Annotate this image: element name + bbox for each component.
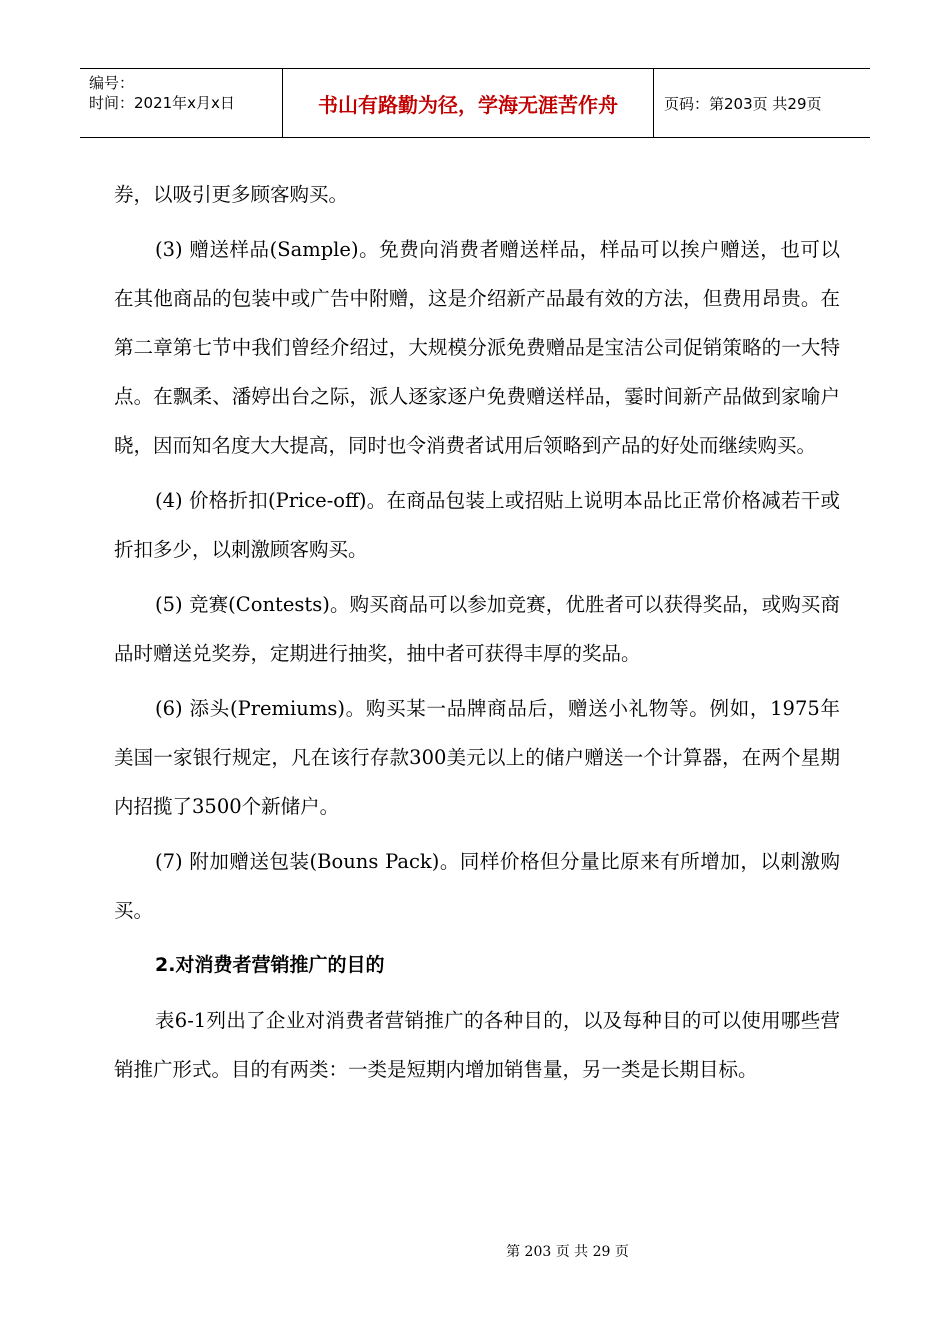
document-body	[114, 170, 840, 1094]
document-number-label: 编号：	[89, 74, 135, 92]
paragraph-contests: (5) 竞赛(Contests)。购买商品可以参加竞赛，优胜者可以获得奖品，或购买商品时赠送兑奖券，定期进行抽奖，抽中者可获得丰厚的奖品。	[114, 593, 840, 665]
document-date: 时间：2021年x月x日	[89, 94, 235, 112]
header-page-info: 页码：第203页 共29页	[664, 94, 822, 113]
document-header	[80, 68, 870, 138]
paragraph-table-intro: 表6-1列出了企业对消费者营销推广的各种目的，以及每种目的可以使用哪些营销推广形式。目的有两类：一类是短期内增加销售量，另一类是长期目标。	[114, 1009, 840, 1081]
page-footer: 第 203 页 共 29 页	[506, 1244, 629, 1260]
paragraph-price-off: (4) 价格折扣(Price-off)。在商品包装上或招贴上说明本品比正常价格减若干或折扣多少，以刺激顾客购买。	[114, 489, 840, 561]
paragraph-sample: (3) 赠送样品(Sample)。免费向消费者赠送样品，样品可以挨户赠送，也可以在其他商品的包装中或广告中附赠，这是介绍新产品最有效的方法，但费用昂贵。在第二章第七节中我们曾经介绍过，大规模分派免费赠品是宝洁公司促销策略的一大特点。在飘柔、潘婷出台之际，派人逐家逐户免费赠送样品，霎时间新产品做到家喻户晓，因而知名度大大提高，同时也令消费者试用后领略到产品的好处而继续购买。	[114, 238, 840, 457]
header-motto: 书山有路勤为径，学海无涯苦作舟	[282, 69, 654, 137]
paragraph-continuation: 券，以吸引更多顾客购买。	[114, 183, 349, 206]
header-meta	[80, 69, 282, 137]
section-heading: 2.对消费者营销推广的目的	[155, 954, 385, 976]
paragraph-bonus-pack: (7) 附加赠送包装(Bouns Pack)。同样价格但分量比原来有所增加，以刺激购买。	[114, 850, 840, 922]
paragraph-premiums: (6) 添头(Premiums)。购买某一品牌商品后，赠送小礼物等。例如，1975年美国一家银行规定，凡在该行存款300美元以上的储户赠送一个计算器，在两个星期内招揽了3500个新储户。	[114, 697, 840, 818]
